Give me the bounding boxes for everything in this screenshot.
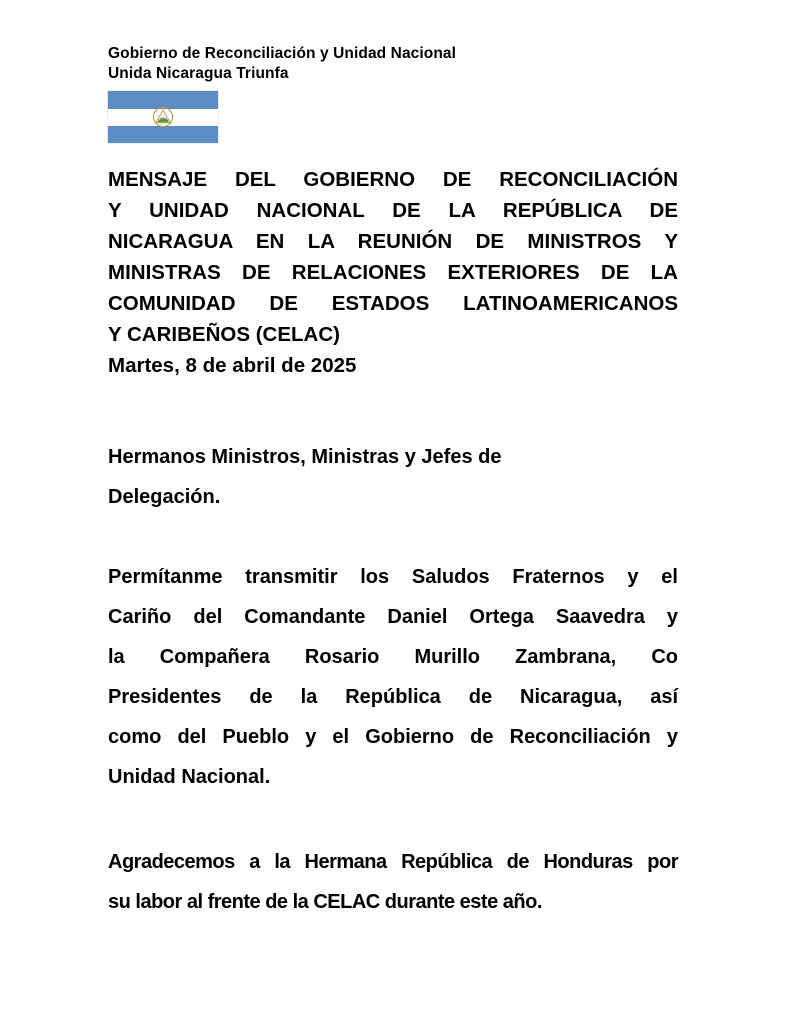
- letterhead: [108, 44, 678, 83]
- body-line: Cariño del Comandante Daniel Ortega Saavedra y: [108, 606, 678, 628]
- coat-of-arms-icon: [152, 106, 174, 128]
- title-line: Y CARIBEÑOS (CELAC): [108, 323, 340, 346]
- letterhead-line-1: Gobierno de Reconciliación y Unidad Nacional: [108, 45, 457, 62]
- greetings-paragraph: [108, 557, 678, 797]
- document-date: Martes, 8 de abril de 2025: [108, 354, 357, 377]
- title-line: COMUNIDAD DE ESTADOS LATINOAMERICANOS: [108, 292, 678, 315]
- letterhead-line-2: Unida Nicaragua Triunfa: [108, 64, 289, 82]
- salutation-paragraph: [108, 437, 678, 517]
- body-line: Presidentes de la República de Nicaragua, así: [108, 686, 678, 708]
- title-line: MINISTRAS DE RELACIONES EXTERIORES DE LA: [108, 261, 678, 284]
- body-line: Agradecemos a la Hermana República de Honduras por: [108, 851, 678, 873]
- thanks-paragraph: [108, 842, 678, 922]
- title-line: NICARAGUA EN LA REUNIÓN DE MINISTROS Y: [108, 230, 678, 253]
- body-line: como del Pueblo y el Gobierno de Reconciliación y: [108, 726, 678, 748]
- body-line: Unidad Nacional.: [108, 766, 271, 788]
- body-line: la Compañera Rosario Murillo Zambrana, Co: [108, 646, 678, 668]
- body-line: Hermanos Ministros, Ministras y Jefes de: [108, 446, 502, 468]
- title-line: MENSAJE DEL GOBIERNO DE RECONCILIACIÓN: [108, 168, 678, 191]
- nicaragua-flag-image: [108, 91, 218, 143]
- body-line: Delegación.: [108, 486, 221, 508]
- document-title: [108, 164, 678, 381]
- body-line: Permítanme transmitir los Saludos Fraternos y el: [108, 566, 678, 588]
- body-line: su labor al frente de la CELAC durante este año.: [108, 891, 542, 913]
- title-line: Y UNIDAD NACIONAL DE LA REPÚBLICA DE: [108, 199, 678, 222]
- flag-blue-stripe-bottom: [108, 126, 218, 144]
